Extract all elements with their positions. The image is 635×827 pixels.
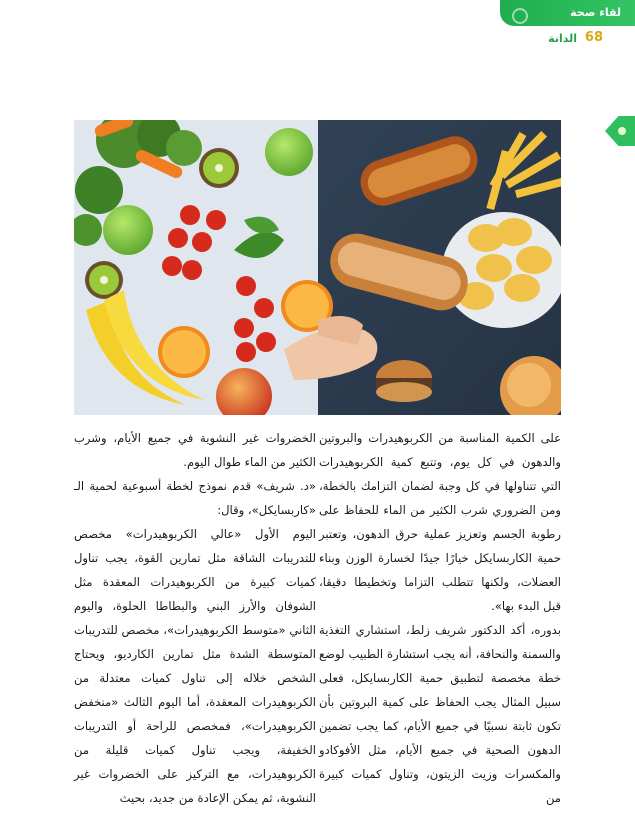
header-badge [500, 0, 635, 50]
magazine-logo: الدانة [548, 32, 577, 45]
paragraph: «د. شريف» قدم نموذج لخطة أسبوعية لحمية الـ «كاربسايكل»، وقال: [74, 479, 316, 517]
paragraph: اليوم الأول «عالي الكربوهيدرات» مخصص للتدريبات الشاقة مثل تمارين القوة، يجب تناول كميات كبيرة من الكربوهيدرات المعقدة مثل الشوفان والأرز البني والبطاطا الحلوة، واليوم الثاني «متوسط الكربوهيدرات»، مخصص للتدريبات المتوسطة الشدة مثل تمارين الكارديو، ويحتاج الشخص خلاله إلى تناول كميات معتدلة من الكربوهيدرات المعقدة، أما اليوم الثالث «منخفض الكربوهيدرات»، فمخصص للراحة أو التدريبات الخفيفة، ويجب تناول كميات قليلة من الكربوهيدرات، مع التركيز على الخضروات غير النشوية، ثم يمكن الإعادة من جديد، بحيث [74, 527, 316, 805]
article-column-right [319, 426, 561, 810]
paragraph: على الكمية المناسبة من الكربوهيدرات والبروتين والدهون في كل يوم، وتتبع كمية الكربوهيدرات التي تتناولها في كل وجبة لضمان التزامك بالخطة، ومن الضروري شرب الكثير من الماء للحفاظ على رطوبة الجسم وتعزيز عملية حرق الدهون، وتعتبر حمية الكاربسايكل خيارًا جيدًا لخسارة الوزن وبناء العضلات، ولكنها تتطلب التزاما وتخطيطا دقيقا، قبل البدء بها». [319, 431, 561, 613]
section-title: لقاء صحة [500, 0, 635, 26]
article-column-left [74, 426, 316, 810]
article-photo [74, 120, 561, 415]
paragraph: الخضروات غير النشوية في جميع الأيام، وشرب الكثير من الماء طوال اليوم. [74, 431, 316, 469]
paragraph: بدوره، أكد الدكتور شريف زلط، استشاري التغذية والسمنة والنحافة، أنه يجب استشارة الطبيب لوضع خطة مخصصة لتطبيق حمية الكاربسايكل، فعلى سبيل المثال يجب الحفاظ على كمية البروتين بأن تكون ثابتة نسبيًا في جميع الأيام، كما يجب تضمين الدهون الصحية في جميع الأيام، مثل الأفوكادو والمكسرات وزيت الزيتون، وتناول كميات كبيرة من [319, 623, 561, 805]
page-number: 68 [584, 30, 603, 45]
side-tab-icon [605, 116, 635, 146]
